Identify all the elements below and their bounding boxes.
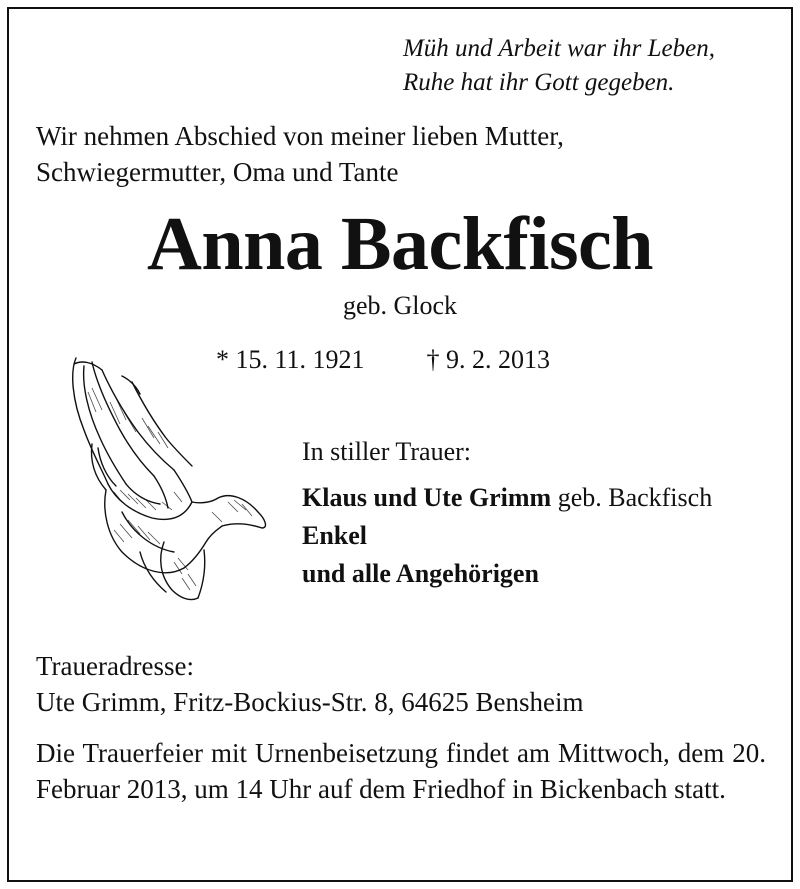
mourners-label: In stiller Trauer: <box>302 437 471 466</box>
intro-line-1: Wir nehmen Abschied von meiner lieben Mutter, <box>36 121 564 151</box>
family-name: Klaus und Ute Grimm <box>302 483 552 512</box>
mourners-block <box>302 433 712 593</box>
intro-line-2: Schwiegermutter, Oma und Tante <box>36 157 399 187</box>
intro-text <box>36 118 564 190</box>
deceased-name: Anna Backfisch <box>146 202 654 286</box>
mourning-address <box>36 648 583 720</box>
address-line: Ute Grimm, Fritz-Bockius-Str. 8, 64625 Bensheim <box>36 687 584 717</box>
motto-line-2: Ruhe hat ihr Gott gegeben. <box>402 69 675 96</box>
death-date: † 9. 2. 2013 <box>426 345 551 374</box>
mourners-grandchildren: Enkel <box>302 521 368 550</box>
mourners-relatives: und alle Angehörigen <box>302 559 539 588</box>
family-suffix: geb. Backfisch <box>551 483 713 512</box>
ceremony-text: Die Trauerfeier mit Urnenbeisetzung findet am Mittwoch, dem 20. Februar 2013, um 14 Uhr auf dem Friedhof in Bickenbach statt. <box>36 738 766 804</box>
motto-line-1: Müh und Arbeit war ihr Leben, <box>402 35 715 62</box>
maiden-name: geb. Glock <box>342 291 458 320</box>
address-label: Traueradresse: <box>36 651 194 681</box>
mourners-family <box>302 479 712 517</box>
birth-date: * 15. 11. 1921 <box>216 345 365 374</box>
motto-verse <box>403 32 715 100</box>
praying-hands-icon <box>62 352 268 604</box>
